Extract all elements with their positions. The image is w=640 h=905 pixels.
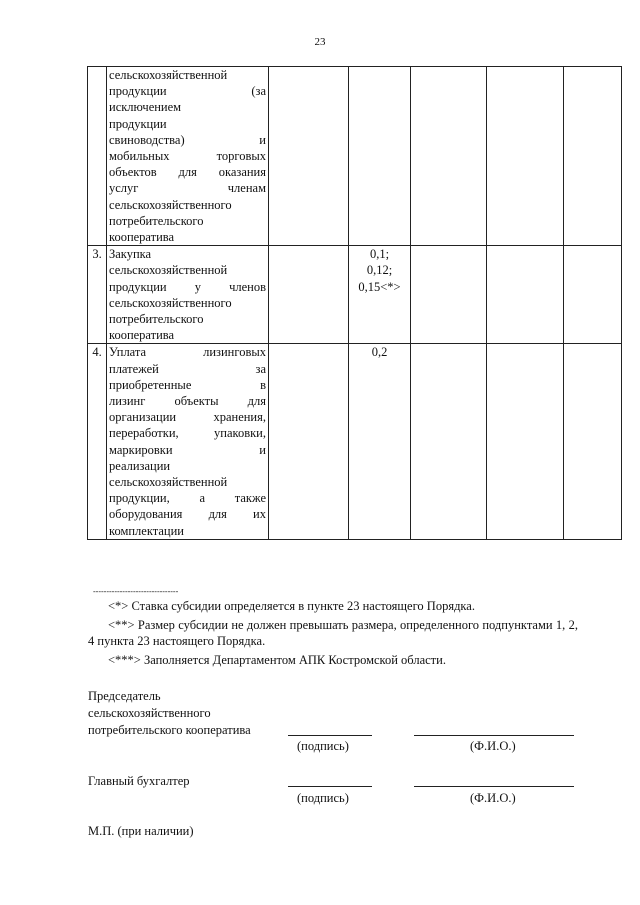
chair-name-line bbox=[414, 735, 574, 736]
footnote-1: <*> Ставка субсидии определяется в пункте 23 настоящего Порядка. bbox=[108, 599, 475, 613]
accountant-signature-line bbox=[288, 786, 372, 787]
chair-title-3: потребительского кооператива bbox=[88, 723, 251, 737]
chair-signature-line bbox=[288, 735, 372, 736]
accountant-name-line bbox=[414, 786, 574, 787]
accountant-signature-caption: (подпись) bbox=[297, 791, 349, 805]
empty-cell bbox=[269, 246, 349, 344]
chair-signature-caption: (подпись) bbox=[297, 739, 349, 753]
subsidy-table bbox=[87, 66, 622, 540]
page-number: 23 bbox=[314, 36, 326, 48]
chair-title-2: сельскохозяйственного bbox=[88, 706, 211, 720]
description-line: продукции у членов bbox=[109, 279, 266, 294]
table-row bbox=[88, 246, 622, 344]
subsidy-rate bbox=[349, 246, 411, 344]
description-line: кооператива bbox=[109, 328, 175, 343]
empty-cell bbox=[411, 344, 487, 539]
description-line: приобретенные в bbox=[109, 377, 266, 392]
empty-cell bbox=[269, 67, 349, 246]
empty-cell bbox=[564, 344, 622, 539]
row-number bbox=[88, 67, 107, 246]
description-line: услуг членам bbox=[109, 181, 266, 196]
description-line: мобильных торговых bbox=[109, 149, 266, 164]
rate-value: 0,15<*> bbox=[358, 279, 401, 294]
row-description bbox=[107, 67, 269, 246]
description-line: платежей за bbox=[109, 361, 266, 376]
empty-cell bbox=[487, 344, 564, 539]
table-row bbox=[88, 67, 622, 246]
empty-cell bbox=[411, 67, 487, 246]
rate-value: 0,2 bbox=[371, 345, 388, 360]
description-line: продукции, а также bbox=[109, 491, 266, 506]
table-row bbox=[88, 344, 622, 539]
description-line: организации хранения, bbox=[109, 410, 266, 425]
description-line: продукции (за bbox=[109, 84, 266, 99]
rate-value: 0,12; bbox=[366, 263, 393, 278]
empty-cell bbox=[487, 246, 564, 344]
description-line: потребительского bbox=[109, 213, 204, 228]
empty-cell bbox=[411, 246, 487, 344]
description-line: Закупка bbox=[109, 247, 152, 262]
description-line: свиноводства) и bbox=[109, 132, 266, 147]
description-line: сельскохозяйственного bbox=[109, 295, 232, 310]
description-line: сельскохозяйственной bbox=[109, 475, 228, 490]
row-number: 4. bbox=[88, 344, 107, 539]
empty-cell bbox=[269, 344, 349, 539]
empty-cell bbox=[564, 246, 622, 344]
row-number: 3. bbox=[88, 246, 107, 344]
rate-value: 0,1; bbox=[369, 247, 390, 262]
empty-cell bbox=[564, 67, 622, 246]
description-line: исключением bbox=[109, 100, 182, 115]
empty-cell bbox=[487, 67, 564, 246]
subsidy-rate bbox=[349, 344, 411, 539]
accountant-name-caption: (Ф.И.О.) bbox=[470, 791, 516, 805]
description-line: сельскохозяйственной bbox=[109, 263, 228, 278]
description-line: оборудования для их bbox=[109, 507, 266, 522]
description-line: сельскохозяйственного bbox=[109, 197, 232, 212]
footnote-3: <***> Заполняется Департаментом АПК Костромской области. bbox=[108, 653, 446, 667]
description-line: Уплата лизинговых bbox=[109, 345, 266, 360]
description-line: сельскохозяйственной bbox=[109, 68, 228, 82]
description-line: лизинг объекты для bbox=[109, 394, 266, 409]
footnote-2: <**> Размер субсидии не должен превышать размера, определенного подпунктами 1, 2, 4 пункта 23 настоящего Порядка. bbox=[88, 618, 578, 648]
chair-name-caption: (Ф.И.О.) bbox=[470, 739, 516, 753]
row-description bbox=[107, 344, 269, 539]
description-line: маркировки и bbox=[109, 442, 266, 457]
row-description bbox=[107, 246, 269, 344]
accountant-title: Главный бухгалтер bbox=[88, 774, 190, 788]
description-line: кооператива bbox=[109, 230, 175, 245]
description-line: комплектации bbox=[109, 523, 184, 538]
stamp-place: М.П. (при наличии) bbox=[88, 824, 194, 838]
footnote-separator: -------------------------------- bbox=[93, 587, 179, 596]
description-line: переработки, упаковки, bbox=[109, 426, 266, 441]
description-line: объектов для оказания bbox=[109, 165, 266, 180]
description-line: продукции bbox=[109, 116, 167, 131]
description-line: потребительского bbox=[109, 312, 204, 327]
chair-title-1: Председатель bbox=[88, 689, 161, 703]
description-line: реализации bbox=[109, 458, 171, 473]
subsidy-rate bbox=[349, 67, 411, 246]
